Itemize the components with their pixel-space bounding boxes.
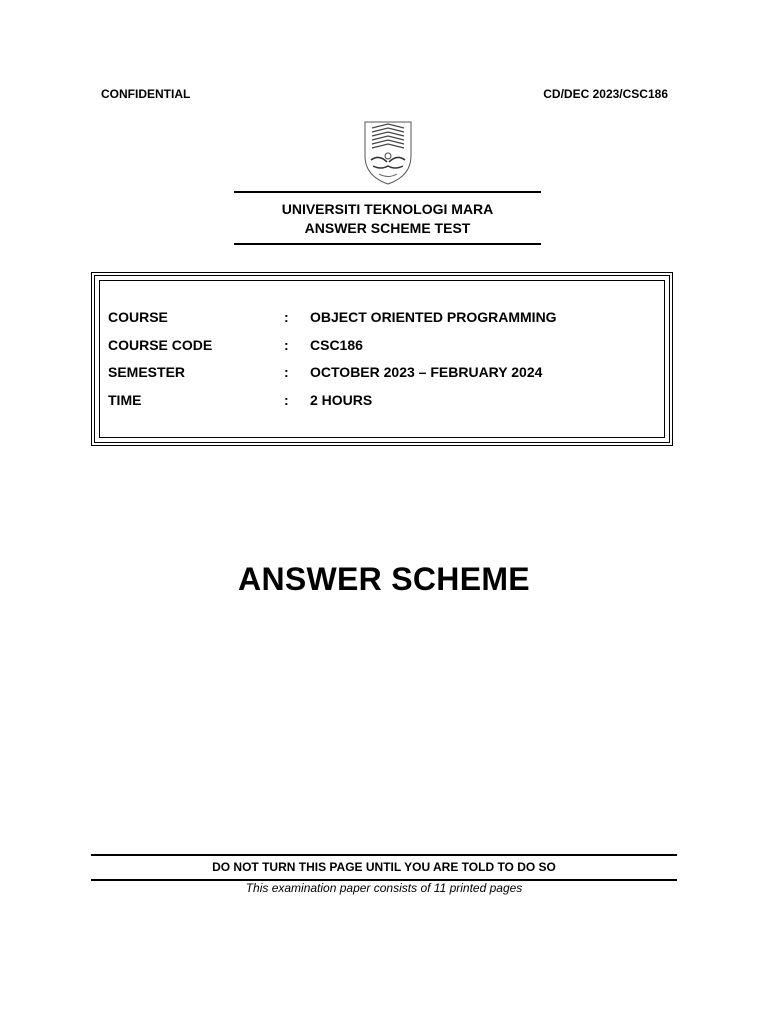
course-info-box-inner-border bbox=[99, 280, 665, 438]
page-count-note: This examination paper consists of 11 printed pages bbox=[245, 881, 523, 895]
top-rule-upper bbox=[234, 191, 541, 193]
info-value: CSC186 bbox=[310, 337, 363, 353]
info-label: COURSE bbox=[108, 309, 168, 325]
confidential-label: CONFIDENTIAL bbox=[101, 87, 191, 101]
info-colon: : bbox=[284, 392, 289, 408]
info-value: OCTOBER 2023 – FEBRUARY 2024 bbox=[310, 364, 543, 380]
document-type: ANSWER SCHEME TEST bbox=[304, 220, 471, 236]
course-info-box bbox=[91, 272, 673, 446]
page-title: ANSWER SCHEME bbox=[238, 561, 530, 597]
info-value: 2 HOURS bbox=[310, 392, 373, 408]
info-value: OBJECT ORIENTED PROGRAMMING bbox=[310, 309, 557, 325]
footer-rule-upper bbox=[91, 854, 677, 856]
university-name: UNIVERSITI TEKNOLOGI MARA bbox=[281, 201, 494, 217]
info-label: COURSE CODE bbox=[108, 337, 213, 353]
paper-code: CD/DEC 2023/CSC186 bbox=[543, 87, 668, 101]
do-not-turn-notice: DO NOT TURN THIS PAGE UNTIL YOU ARE TOLD TO DO SO bbox=[212, 860, 556, 874]
info-colon: : bbox=[284, 337, 289, 353]
info-colon: : bbox=[284, 309, 289, 325]
info-label: TIME bbox=[108, 392, 142, 408]
university-crest-icon bbox=[359, 116, 417, 186]
info-colon: : bbox=[284, 364, 289, 380]
top-rule-lower bbox=[234, 243, 541, 245]
info-label: SEMESTER bbox=[108, 364, 186, 380]
